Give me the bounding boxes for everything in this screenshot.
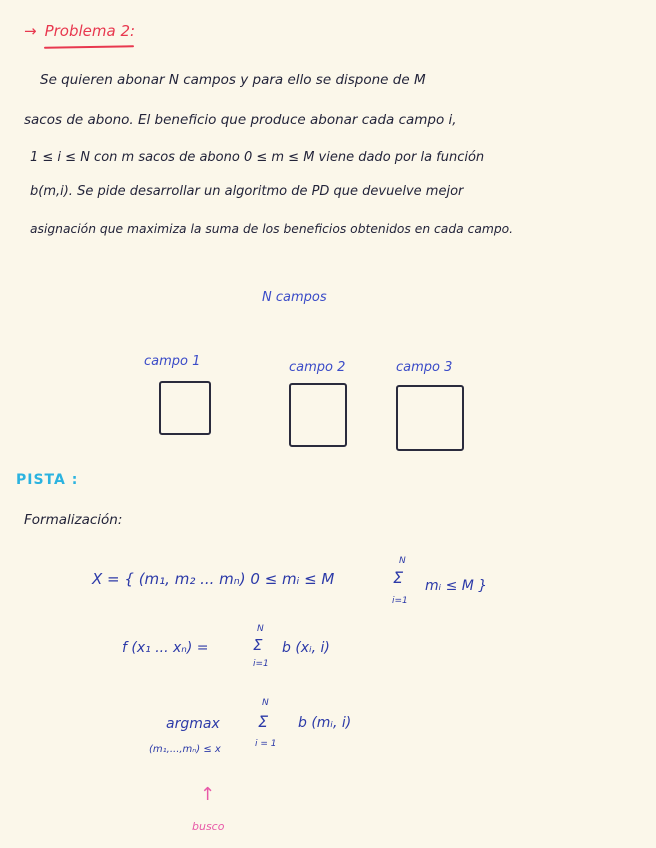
f-sum-symbol: Σ [253, 636, 263, 654]
field-label-2: campo 2 [289, 360, 346, 375]
argmax-sum-upper: N [262, 698, 269, 708]
x-sum-upper: N [399, 556, 406, 566]
hint-label: PISTA : [16, 472, 79, 488]
x-sum-lower: i=1 [392, 596, 408, 606]
problem-title-text: Problema 2: [44, 22, 136, 40]
field-box-2 [289, 383, 347, 447]
title-underline [44, 45, 134, 49]
x-definition: X = { (m₁, m₂ ... mₙ) 0 ≤ mᵢ ≤ M [92, 570, 335, 588]
argmax-sum-lower: i = 1 [255, 739, 277, 749]
f-sum-upper: N [257, 624, 264, 634]
field-box-1 [159, 381, 211, 435]
field-box-3 [396, 385, 464, 451]
arrow-up-icon: ↑ [200, 784, 216, 805]
f-sum-lower: i=1 [253, 659, 269, 669]
argmax-body: b (mᵢ, i) [298, 715, 352, 731]
diagram-header: N campos [262, 290, 327, 305]
argmax-subscript: (m₁,...,mₙ) ≤ x [149, 744, 221, 755]
x-sum-symbol: Σ [393, 568, 404, 587]
problem-line-3: 1 ≤ i ≤ N con m sacos de abono 0 ≤ m ≤ M viene dado por la función [30, 150, 485, 165]
formalization-label: Formalización: [24, 512, 123, 528]
problem-line-5: asignación que maximiza la suma de los beneficios obtenidos en cada campo. [30, 222, 514, 236]
problem-line-4: b(m,i). Se pide desarrollar un algoritmo de PD que devuelve mejor [30, 184, 464, 199]
argmax-sum-symbol: Σ [258, 712, 269, 731]
f-sum-body: b (xᵢ, i) [282, 640, 330, 656]
x-sum-body: mᵢ ≤ M } [425, 578, 488, 594]
arrow-right-icon: → [24, 22, 37, 40]
f-definition: f (x₁ ... xₙ) = [122, 640, 209, 656]
problem-line-1: Se quieren abonar N campos y para ello se dispone de M [40, 72, 426, 88]
problem-line-2: sacos de abono. El beneficio que produce abonar cada campo i, [24, 112, 457, 128]
field-label-3: campo 3 [396, 360, 453, 375]
problem-title [24, 22, 135, 40]
field-label-1: campo 1 [144, 354, 201, 369]
argmax-word: argmax [166, 716, 220, 732]
busco-label: busco [192, 820, 225, 833]
